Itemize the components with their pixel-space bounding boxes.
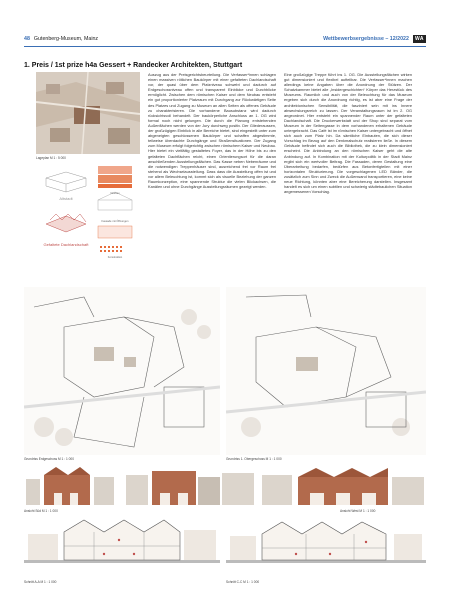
page-header	[24, 33, 426, 45]
diagram-label-1: Altstadt	[59, 196, 73, 201]
header-rule	[24, 46, 426, 47]
concept-diagram	[36, 160, 140, 280]
section-title: Wettbewerbsergebnisse – 12/2022	[323, 36, 409, 42]
diagram-label-5: Konstruktion	[107, 256, 123, 259]
photo-caption: Lageplan M 1 : 5 000	[36, 156, 66, 160]
page-number: 48	[24, 36, 30, 42]
body-text-col-1: Auszug aus der Preisgerichtsbeurteilung. Die Verfasser*innen schlagen einen massiven rötlichen Baukörper mit einer gefalteten Dachlandschaft vor, der quasi über dem Platzniveau schwebt und dadurch auf Erdgeschossniveau offen und transparent Einblicke und Durchblicke ermöglicht. Zwischen dem römischen Kaiser und dem Neubau entsteht ein gut proportionierter Platzraum mit Durchgang zur Rückwärtigen Seite des Platzes und Zugang zu Museum an allen Seiten als offenes Gebäude zu charakterisieren. Die vorhandene Bausubstanz wird dadurch rücksichtsvoll behandelt. Der baukörperliche Anschluss an 1. OG wird formal noch nicht gelungen. Die durch die Planung entstehenden Außenflächen werden von der Jury durchweg positiv. Der Gliederaussen, der großzügigen Einblick in alle Bereiche bietet, sind eingestellt unter zum abgeneigten geschlossenen Baukörper und schaffen abgestimmte, teilweise überdachte Durchgänge und Straßensituationen. Der Zugang zum Museum erfolgt folgerichtig zwischen römischem Kaiser und Neubau. Hier bietet ein vielfältig gestaltetes Foyer, das in der Höhe bis zu den gefalteten Dachflächen reicht, einen Orientierungsort für die daran anschließenden Ausstellungsflächen. Das Kasse neben Nebenräume und die notwendigen Treppenhäuser sind, ausreichend frei vor Raum frei stehend als Wechselausstellung. Dass dass die Ausstellung offen ist und vor allem Beleuchtung ist, kommt sich als visuelle Beziehung der ganzen Raumkonzeption, eine spannende Struktur die vielen Blickachsen, die Kanälen und ohne Durchgänge Ausstellungsräumen gezeigt werden.	[148, 72, 276, 190]
publication-title: Gutenberg-Museum, Mainz	[33, 36, 99, 42]
sect-right-caption: Schnitt C-C M 1 : 1 000	[226, 580, 260, 584]
body-text-col-2: Eine großzügige Treppe führt ins 1. OG. Die Ausstellungsflächen wirken gut dimensioniert und flexibel aufteilbar. Die Verfasser*innen machen allerdings keine Angaben über die Anordnung der Stützen. Der Schatzkammer bietet alle „Insidergeschichten“ Körper das Herzstück des Museums. Raumlich und auch von der Beleuchtung für das Museum ergeben sich durch die Anordnung richtig, es ist aber eine Frage der architektonischen Sensibilität, die fasziniert sein mit ins Innere abwechslungsreich zu lassen. Der Veranstaltungsraum ist im 2. OG angeordnet. Hier entsteht ein spannender Raum unter der gefalteten Dachlandschaft. Die Druckerwerkstatt und der Shop sind separat vom Museum in der Seitengasse in dem vorhandenen erhaltenen Gebäude untergebracht. Das Café ist im römischen Kaiser untergebracht und öffnet sich auch zum Platz hin. Da sämtliche Einbauten, die sich dieser Vorschlag im Bezug auf den Denkmalschutz realisieren ließe. In diesem Gebäude befindet sich auch die Bibliothek, die zu klein dimensioniert erscheint. Die Anbindung an den römischen Kaiser geht die alte Anbindung auf. In Kombination mit der Kulturpolitik in der Stadt Mainz ergibt sich ein wertvoller Beitrag. Die Fassaden, deren Gestaltung eine Überarbeitung bedarfen, bedürfen aus Betonfertigteilen mit einer horizontalen Strukturierung. Die vorgeschlagenen LED Bänder, die zusätzlich zum Sinn und Zweck die Außenwand transportieren, eine keine neue Richtung, könnten aber eine Bereicherung darstellen. Insgesamt handelt es sich um einen subtilen und schwierig städtebaulichen Situation angemessenen Vorschlag.	[284, 72, 412, 195]
south-elevation	[24, 465, 120, 507]
diagram-label-2: Gefaltete Dachlandschaft	[43, 242, 89, 247]
plan-left-caption: Grundriss Erdgeschoss M 1 : 1 000	[24, 457, 74, 461]
plan-right-caption: Grundriss 1. Obergeschoss M 1 : 1 000	[226, 457, 282, 461]
elev-right-caption: Ansicht West M 1 : 1 000	[340, 509, 376, 513]
upper-floor-plan	[226, 287, 426, 455]
section-c-c	[226, 516, 426, 578]
street-elevation	[126, 465, 256, 507]
diagram-label-4: Fassade mit Öffnungen	[101, 220, 129, 223]
sect-left-caption: Schnitt A-A M 1 : 1 000	[24, 580, 57, 584]
diagram-label-3: Neubau	[110, 192, 120, 195]
ground-floor-plan	[24, 287, 220, 455]
west-elevation	[262, 465, 426, 507]
wa-logo: WA	[414, 36, 424, 42]
section-a-a	[24, 516, 220, 578]
site-plan-image	[36, 72, 140, 154]
article-title: 1. Preis / 1st prize h4a Gessert + Randecker Architekten, Stuttgart	[24, 62, 243, 69]
elev-left-caption: Ansicht Süd M 1 : 1 000	[24, 509, 58, 513]
